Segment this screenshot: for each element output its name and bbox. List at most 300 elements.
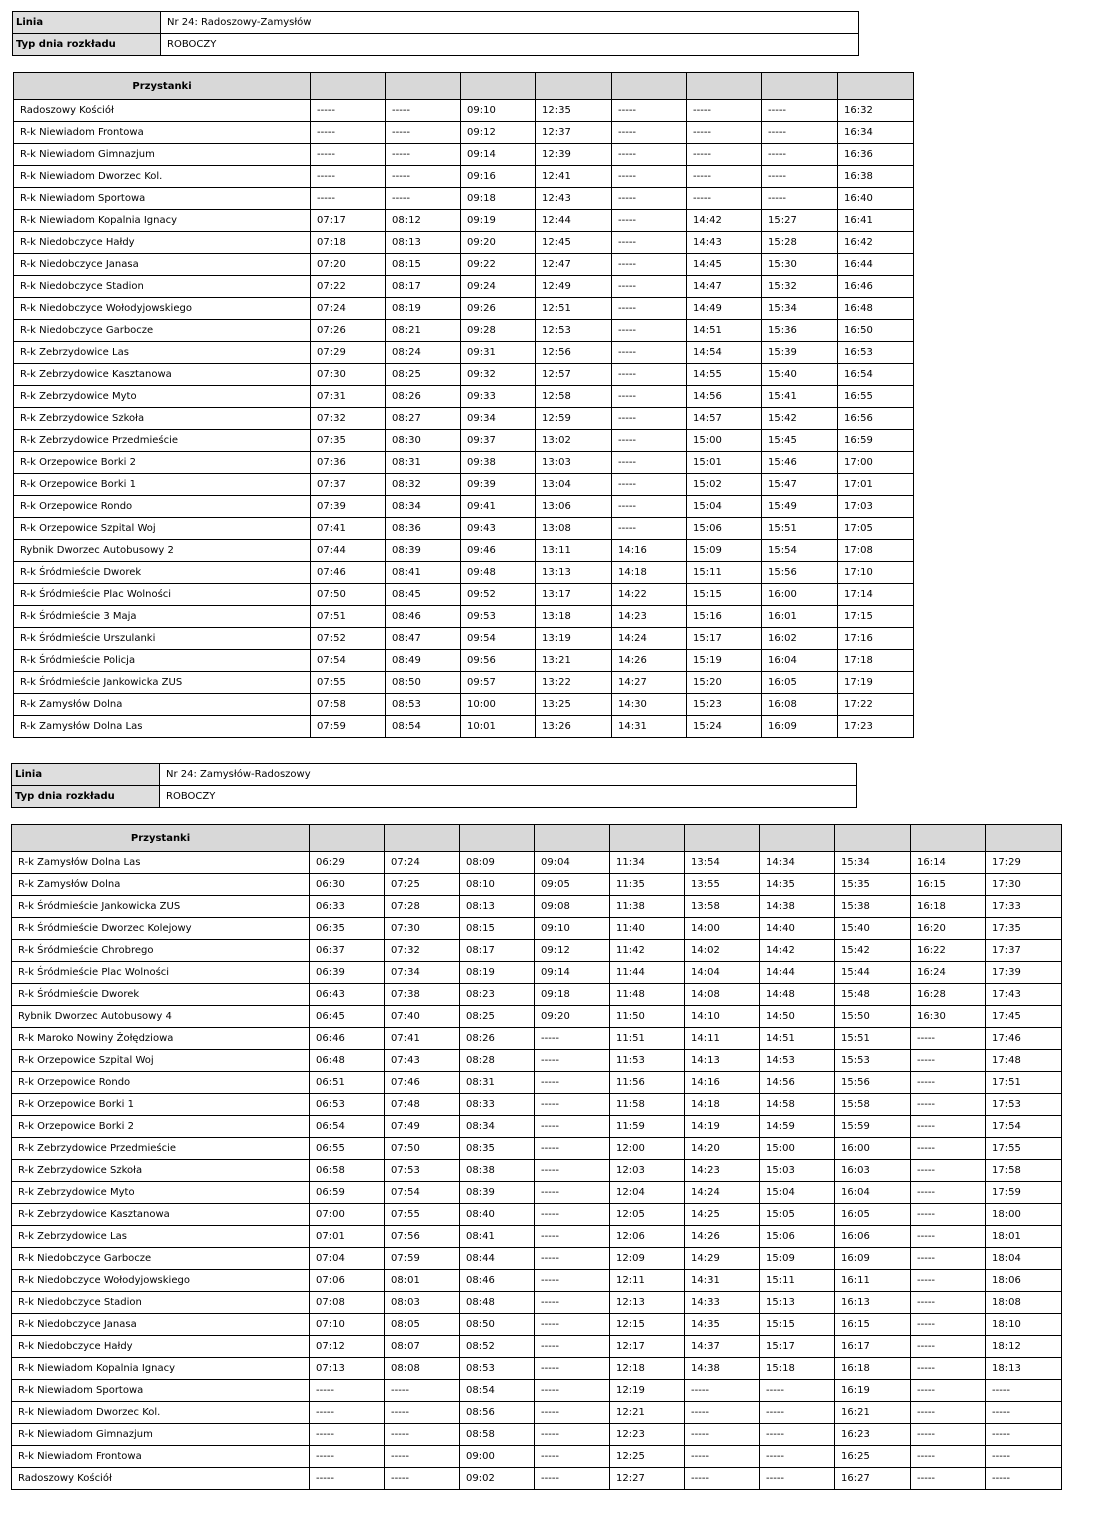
departure-time: 13:22 — [536, 672, 612, 694]
stop-name: R-k Niewiadom Kopalnia Ignacy — [12, 1358, 310, 1380]
departure-time: 15:35 — [835, 874, 911, 896]
stop-name: R-k Niedobczyce Janasa — [12, 1314, 310, 1336]
departure-time: 09:05 — [535, 874, 610, 896]
departure-time: 13:06 — [536, 496, 612, 518]
departure-time: 08:40 — [460, 1204, 535, 1226]
departure-time: ----- — [687, 100, 762, 122]
departure-time: 08:30 — [386, 430, 461, 452]
departure-time: 15:03 — [760, 1160, 835, 1182]
departure-time: 18:06 — [986, 1270, 1062, 1292]
trip-header — [386, 73, 461, 100]
departure-time: 08:24 — [386, 342, 461, 364]
departure-time: 09:22 — [461, 254, 536, 276]
departure-time: 14:23 — [612, 606, 687, 628]
departure-time: 17:54 — [986, 1116, 1062, 1138]
table-row — [14, 606, 914, 628]
departure-time: 12:09 — [610, 1248, 685, 1270]
departure-time: 14:25 — [685, 1204, 760, 1226]
departure-time: 14:51 — [687, 320, 762, 342]
trip-header — [536, 73, 612, 100]
departure-time: ----- — [385, 1380, 460, 1402]
table-row — [14, 342, 914, 364]
departure-time: 15:27 — [762, 210, 838, 232]
departure-time: 12:03 — [610, 1160, 685, 1182]
departure-time: ----- — [310, 1468, 385, 1490]
departure-time: 07:36 — [311, 452, 386, 474]
table-row — [12, 1138, 1062, 1160]
departure-time: 16:38 — [838, 166, 914, 188]
departure-time: 14:18 — [612, 562, 687, 584]
departure-time: 08:19 — [460, 962, 535, 984]
departure-time: ----- — [762, 122, 838, 144]
departure-time: 16:22 — [911, 940, 986, 962]
departure-time: 17:59 — [986, 1182, 1062, 1204]
departure-time: 08:21 — [386, 320, 461, 342]
table-row — [14, 518, 914, 540]
departure-time: 11:42 — [610, 940, 685, 962]
departure-time: 06:59 — [310, 1182, 385, 1204]
departure-time: 15:58 — [835, 1094, 911, 1116]
departure-time: 09:48 — [461, 562, 536, 584]
departure-time: 12:25 — [610, 1446, 685, 1468]
trip-header — [610, 825, 685, 852]
departure-time: 11:44 — [610, 962, 685, 984]
trip-header — [685, 825, 760, 852]
departure-time: 16:56 — [838, 408, 914, 430]
line-label: Linia — [13, 12, 161, 34]
day-type-value: ROBOCZY — [160, 786, 857, 808]
departure-time: 16:18 — [911, 896, 986, 918]
departure-time: 08:46 — [460, 1270, 535, 1292]
departure-time: 08:26 — [460, 1028, 535, 1050]
line-info-table — [11, 763, 857, 808]
departure-time: 09:53 — [461, 606, 536, 628]
trip-header — [986, 825, 1062, 852]
table-row — [12, 1160, 1062, 1182]
stop-name: R-k Niewiadom Dworzec Kol. — [14, 166, 311, 188]
stop-name: R-k Niedobczyce Garbocze — [14, 320, 311, 342]
stop-name: R-k Orzepowice Szpital Woj — [12, 1050, 310, 1072]
departure-time: 07:44 — [311, 540, 386, 562]
departure-time: ----- — [760, 1446, 835, 1468]
departure-time: ----- — [685, 1424, 760, 1446]
departure-time: ----- — [762, 166, 838, 188]
departure-time: 09:34 — [461, 408, 536, 430]
departure-time: 13:54 — [685, 852, 760, 874]
stops-header: Przystanki — [12, 825, 310, 852]
departure-time: 12:43 — [536, 188, 612, 210]
departure-time: 15:44 — [835, 962, 911, 984]
stop-name: Radoszowy Kościół — [12, 1468, 310, 1490]
stop-name: R-k Niedobczyce Stadion — [12, 1292, 310, 1314]
table-row — [12, 1270, 1062, 1292]
stop-name: R-k Śródmieście Jankowicka ZUS — [12, 896, 310, 918]
departure-time: 17:10 — [838, 562, 914, 584]
departure-time: 06:48 — [310, 1050, 385, 1072]
departure-time: 09:14 — [461, 144, 536, 166]
departure-time: 06:43 — [310, 984, 385, 1006]
departure-time: ----- — [386, 122, 461, 144]
departure-time: 14:48 — [760, 984, 835, 1006]
departure-time: 09:24 — [461, 276, 536, 298]
departure-time: 09:31 — [461, 342, 536, 364]
departure-time: ----- — [762, 144, 838, 166]
trip-header — [385, 825, 460, 852]
departure-time: ----- — [535, 1094, 610, 1116]
table-row — [14, 254, 914, 276]
stop-name: R-k Zebrzydowice Kasztanowa — [12, 1204, 310, 1226]
departure-time: 14:55 — [687, 364, 762, 386]
departure-time: 14:59 — [760, 1116, 835, 1138]
departure-time: 14:23 — [685, 1160, 760, 1182]
stop-name: R-k Śródmieście Dworek — [14, 562, 311, 584]
departure-time: ----- — [535, 1314, 610, 1336]
departure-time: ----- — [760, 1424, 835, 1446]
departure-time: 16:00 — [835, 1138, 911, 1160]
stop-name: R-k Niewiadom Sportowa — [12, 1380, 310, 1402]
departure-time: 14:35 — [685, 1314, 760, 1336]
departure-time: 14:53 — [760, 1050, 835, 1072]
departure-time: 08:08 — [385, 1358, 460, 1380]
departure-time: 13:08 — [536, 518, 612, 540]
departure-time: ----- — [911, 1380, 986, 1402]
departure-time: 16:04 — [835, 1182, 911, 1204]
table-row — [12, 940, 1062, 962]
departure-time: 07:50 — [385, 1138, 460, 1160]
departure-time: 09:10 — [535, 918, 610, 940]
stop-name: R-k Zebrzydowice Myto — [12, 1182, 310, 1204]
departure-time: 09:39 — [461, 474, 536, 496]
departure-time: 13:19 — [536, 628, 612, 650]
stop-name: R-k Niedobczyce Garbocze — [12, 1248, 310, 1270]
stop-name: R-k Zebrzydowice Szkoła — [14, 408, 311, 430]
stop-name: R-k Niedobczyce Hałdy — [14, 232, 311, 254]
departure-time: ----- — [911, 1160, 986, 1182]
departure-time: 07:13 — [310, 1358, 385, 1380]
departure-time: ----- — [535, 1204, 610, 1226]
departure-time: 08:38 — [460, 1160, 535, 1182]
departure-time: 08:39 — [386, 540, 461, 562]
departure-time: 15:06 — [760, 1226, 835, 1248]
table-row — [14, 584, 914, 606]
trip-header — [460, 825, 535, 852]
departure-time: ----- — [687, 144, 762, 166]
departure-time: ----- — [311, 100, 386, 122]
table-row — [12, 1314, 1062, 1336]
departure-time: 15:17 — [760, 1336, 835, 1358]
departure-time: ----- — [612, 474, 687, 496]
departure-time: 09:37 — [461, 430, 536, 452]
departure-time: 08:23 — [460, 984, 535, 1006]
stop-name: R-k Niedobczyce Wołodyjowskiego — [14, 298, 311, 320]
departure-time: 17:05 — [838, 518, 914, 540]
departure-time: 08:26 — [386, 386, 461, 408]
section-2-timetable — [11, 824, 1062, 1490]
table-row — [14, 276, 914, 298]
departure-time: 17:23 — [838, 716, 914, 738]
departure-time: 15:28 — [762, 232, 838, 254]
stops-header: Przystanki — [14, 73, 311, 100]
trip-header — [687, 73, 762, 100]
stop-name: R-k Zebrzydowice Las — [12, 1226, 310, 1248]
departure-time: ----- — [612, 122, 687, 144]
departure-time: 12:47 — [536, 254, 612, 276]
departure-time: 16:13 — [835, 1292, 911, 1314]
departure-time: 09:33 — [461, 386, 536, 408]
departure-time: 07:29 — [311, 342, 386, 364]
departure-time: 15:34 — [835, 852, 911, 874]
departure-time: 17:43 — [986, 984, 1062, 1006]
departure-time: 07:17 — [311, 210, 386, 232]
departure-time: 15:13 — [760, 1292, 835, 1314]
departure-time: 15:39 — [762, 342, 838, 364]
departure-time: 12:00 — [610, 1138, 685, 1160]
departure-time: ----- — [911, 1138, 986, 1160]
departure-time: 15:17 — [687, 628, 762, 650]
departure-time: 14:04 — [685, 962, 760, 984]
table-row — [12, 1424, 1062, 1446]
departure-time: 12:39 — [536, 144, 612, 166]
departure-time: 07:41 — [311, 518, 386, 540]
departure-time: ----- — [386, 144, 461, 166]
stop-name: R-k Zamysłów Dolna Las — [12, 852, 310, 874]
departure-time: 08:28 — [460, 1050, 535, 1072]
departure-time: 13:58 — [685, 896, 760, 918]
departure-time: 09:10 — [461, 100, 536, 122]
departure-time: 07:54 — [385, 1182, 460, 1204]
departure-time: 09:02 — [460, 1468, 535, 1490]
departure-time: 15:41 — [762, 386, 838, 408]
departure-time: 17:19 — [838, 672, 914, 694]
departure-time: 14:47 — [687, 276, 762, 298]
departure-time: 08:03 — [385, 1292, 460, 1314]
stop-name: R-k Orzepowice Borki 1 — [12, 1094, 310, 1116]
table-row — [14, 188, 914, 210]
departure-time: 13:11 — [536, 540, 612, 562]
departure-time: 17:01 — [838, 474, 914, 496]
departure-time: 14:13 — [685, 1050, 760, 1072]
departure-time: ----- — [535, 1028, 610, 1050]
departure-time: ----- — [535, 1292, 610, 1314]
departure-time: 12:51 — [536, 298, 612, 320]
departure-time: 07:46 — [385, 1072, 460, 1094]
departure-time: 14:24 — [612, 628, 687, 650]
trip-header — [762, 73, 838, 100]
stop-name: R-k Orzepowice Szpital Woj — [14, 518, 311, 540]
stop-name: R-k Zebrzydowice Szkoła — [12, 1160, 310, 1182]
table-row — [14, 716, 914, 738]
departure-time: 07:40 — [385, 1006, 460, 1028]
departure-time: 08:54 — [460, 1380, 535, 1402]
stop-name: R-k Niewiadom Kopalnia Ignacy — [14, 210, 311, 232]
departure-time: 16:00 — [762, 584, 838, 606]
departure-time: 11:58 — [610, 1094, 685, 1116]
departure-time: 07:46 — [311, 562, 386, 584]
table-row — [12, 1050, 1062, 1072]
departure-time: 14:11 — [685, 1028, 760, 1050]
departure-time: 12:57 — [536, 364, 612, 386]
departure-time: 06:45 — [310, 1006, 385, 1028]
departure-time: ----- — [612, 100, 687, 122]
departure-time: ----- — [612, 210, 687, 232]
table-row — [12, 1116, 1062, 1138]
departure-time: 16:04 — [762, 650, 838, 672]
table-row — [14, 452, 914, 474]
table-row — [12, 918, 1062, 940]
departure-time: 16:53 — [838, 342, 914, 364]
departure-time: 08:50 — [386, 672, 461, 694]
table-row — [14, 672, 914, 694]
departure-time: 15:48 — [835, 984, 911, 1006]
departure-time: 17:30 — [986, 874, 1062, 896]
departure-time: 16:09 — [835, 1248, 911, 1270]
departure-time: 16:02 — [762, 628, 838, 650]
departure-time: 16:15 — [911, 874, 986, 896]
departure-time: 16:01 — [762, 606, 838, 628]
departure-time: 15:59 — [835, 1116, 911, 1138]
departure-time: 07:55 — [385, 1204, 460, 1226]
departure-time: 16:15 — [835, 1314, 911, 1336]
table-row — [14, 628, 914, 650]
departure-time: ----- — [986, 1446, 1062, 1468]
departure-time: 07:06 — [310, 1270, 385, 1292]
departure-time: 15:56 — [835, 1072, 911, 1094]
stop-name: R-k Niewiadom Gimnazjum — [12, 1424, 310, 1446]
departure-time: 11:51 — [610, 1028, 685, 1050]
departure-time: 09:43 — [461, 518, 536, 540]
departure-time: 13:04 — [536, 474, 612, 496]
table-row — [12, 984, 1062, 1006]
departure-time: 09:46 — [461, 540, 536, 562]
departure-time: 16:50 — [838, 320, 914, 342]
table-row — [14, 298, 914, 320]
departure-time: 08:50 — [460, 1314, 535, 1336]
stop-name: R-k Śródmieście Jankowicka ZUS — [14, 672, 311, 694]
departure-time: 08:13 — [460, 896, 535, 918]
table-row — [12, 1226, 1062, 1248]
departure-time: 14:22 — [612, 584, 687, 606]
departure-time: 07:50 — [311, 584, 386, 606]
departure-time: 08:15 — [386, 254, 461, 276]
departure-time: 06:46 — [310, 1028, 385, 1050]
departure-time: 17:39 — [986, 962, 1062, 984]
departure-time: 14:57 — [687, 408, 762, 430]
departure-time: 13:25 — [536, 694, 612, 716]
departure-time: 11:34 — [610, 852, 685, 874]
departure-time: 14:56 — [760, 1072, 835, 1094]
departure-time: 07:10 — [310, 1314, 385, 1336]
day-type-label: Typ dnia rozkładu — [13, 34, 161, 56]
departure-time: 15:32 — [762, 276, 838, 298]
departure-time: 12:05 — [610, 1204, 685, 1226]
departure-time: 13:21 — [536, 650, 612, 672]
table-row — [12, 1094, 1062, 1116]
departure-time: ----- — [687, 188, 762, 210]
stop-name: R-k Zebrzydowice Przedmieście — [14, 430, 311, 452]
departure-time: 09:38 — [461, 452, 536, 474]
departure-time: ----- — [612, 342, 687, 364]
departure-time: 13:55 — [685, 874, 760, 896]
departure-time: 08:27 — [386, 408, 461, 430]
departure-time: 15:16 — [687, 606, 762, 628]
departure-time: 14:33 — [685, 1292, 760, 1314]
departure-time: 08:49 — [386, 650, 461, 672]
departure-time: 15:02 — [687, 474, 762, 496]
departure-time: 15:40 — [762, 364, 838, 386]
departure-time: 07:32 — [311, 408, 386, 430]
table-row — [14, 386, 914, 408]
departure-time: ----- — [310, 1424, 385, 1446]
departure-time: 07:34 — [385, 962, 460, 984]
departure-time: 08:39 — [460, 1182, 535, 1204]
departure-time: 06:51 — [310, 1072, 385, 1094]
departure-time: 09:20 — [461, 232, 536, 254]
departure-time: 17:33 — [986, 896, 1062, 918]
trip-header — [835, 825, 911, 852]
departure-time: ----- — [911, 1424, 986, 1446]
departure-time: 14:54 — [687, 342, 762, 364]
departure-time: 15:36 — [762, 320, 838, 342]
departure-time: 08:36 — [386, 518, 461, 540]
departure-time: 17:45 — [986, 1006, 1062, 1028]
departure-time: 11:53 — [610, 1050, 685, 1072]
departure-time: 12:27 — [610, 1468, 685, 1490]
departure-time: 07:53 — [385, 1160, 460, 1182]
table-row — [14, 144, 914, 166]
departure-time: 17:00 — [838, 452, 914, 474]
stop-name: R-k Niedobczyce Wołodyjowskiego — [12, 1270, 310, 1292]
table-row — [12, 1248, 1062, 1270]
departure-time: 17:18 — [838, 650, 914, 672]
departure-time: 15:34 — [762, 298, 838, 320]
table-row — [12, 1006, 1062, 1028]
line-info-table — [12, 11, 859, 56]
departure-time: 15:51 — [762, 518, 838, 540]
trip-header — [838, 73, 914, 100]
departure-time: 07:04 — [310, 1248, 385, 1270]
departure-time: 06:58 — [310, 1160, 385, 1182]
departure-time: 09:14 — [535, 962, 610, 984]
departure-time: 09:04 — [535, 852, 610, 874]
departure-time: 07:37 — [311, 474, 386, 496]
trip-header — [911, 825, 986, 852]
stop-name: R-k Maroko Nowiny Żołędziowa — [12, 1028, 310, 1050]
departure-time: 12:59 — [536, 408, 612, 430]
departure-time: 12:06 — [610, 1226, 685, 1248]
departure-time: 08:32 — [386, 474, 461, 496]
departure-time: 12:58 — [536, 386, 612, 408]
departure-time: 07:38 — [385, 984, 460, 1006]
departure-time: ----- — [911, 1028, 986, 1050]
departure-time: 09:54 — [461, 628, 536, 650]
stop-name: R-k Orzepowice Borki 2 — [12, 1116, 310, 1138]
departure-time: ----- — [762, 100, 838, 122]
table-row — [14, 496, 914, 518]
departure-time: ----- — [612, 452, 687, 474]
departure-time: 15:06 — [687, 518, 762, 540]
departure-time: 14:10 — [685, 1006, 760, 1028]
departure-time: 09:32 — [461, 364, 536, 386]
departure-time: 14:18 — [685, 1094, 760, 1116]
departure-time: 07:56 — [385, 1226, 460, 1248]
departure-time: 09:41 — [461, 496, 536, 518]
table-row — [12, 1028, 1062, 1050]
departure-time: 12:18 — [610, 1358, 685, 1380]
timetable — [13, 72, 914, 738]
departure-time: 17:14 — [838, 584, 914, 606]
departure-time: 12:15 — [610, 1314, 685, 1336]
departure-time: 15:40 — [835, 918, 911, 940]
